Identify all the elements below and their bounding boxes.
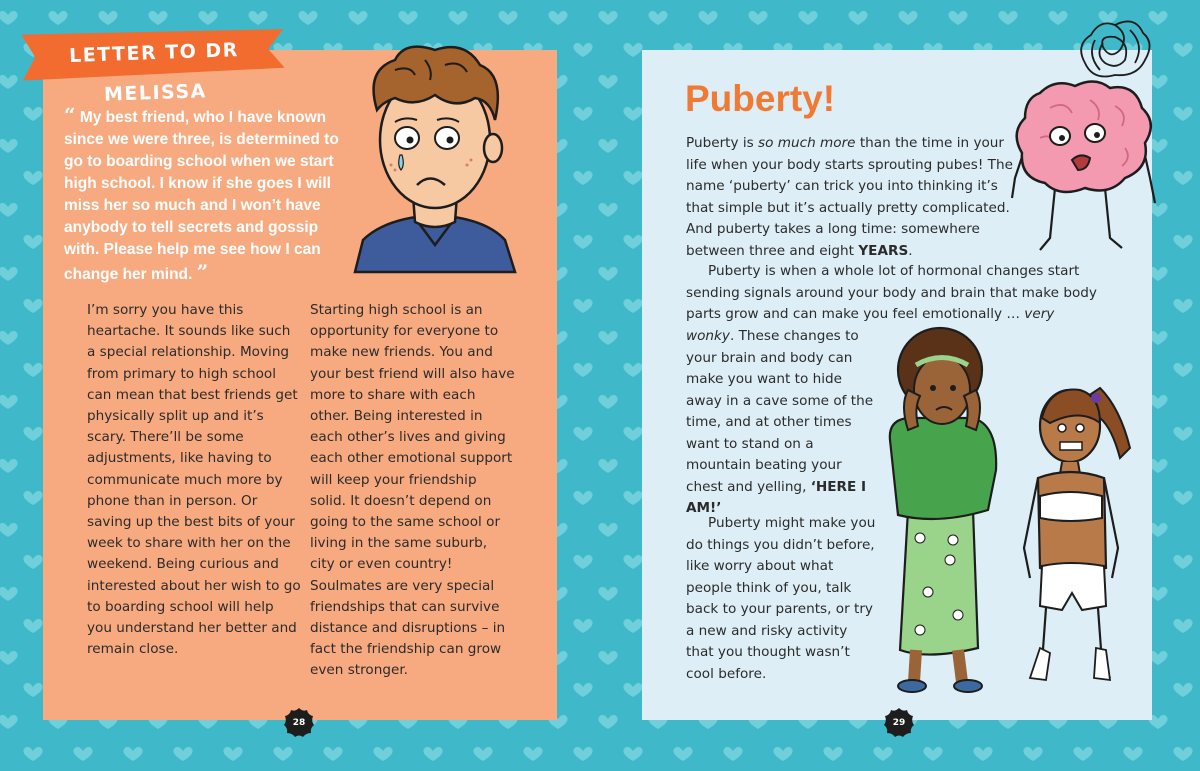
p2-text-b: . These changes to your brain and body can make you want to hide away in a cave some of the time, and at other times want to stand on a mountain beating your chest and yelling, — [686, 328, 874, 495]
heart-icon — [598, 459, 617, 473]
heart-icon — [573, 235, 592, 249]
heart-icon — [573, 555, 592, 569]
heart-icon — [923, 747, 942, 761]
heart-icon — [798, 11, 817, 25]
heart-icon — [23, 491, 42, 505]
heart-icon — [598, 139, 617, 153]
heart-icon — [573, 619, 592, 633]
answer-column-1: I’m sorry you have this heartache. It sounds like such a special relationship. Moving from primary to high school can mean that best friends get physically split up and it’s scary. There’ll be some adjustments, like having to communicate much more by phone than in person. Or saving up the best bits of your week to share with her on the weekend. Being curious and interested about her wish to go to boarding school will help you understand her better and remain close. — [87, 302, 301, 658]
p1-text-c: . — [908, 242, 913, 259]
heart-icon — [623, 555, 642, 569]
heart-icon — [1173, 235, 1192, 249]
heart-icon — [598, 395, 617, 409]
page-number-left: 28 — [292, 718, 306, 728]
paragraph-3: Puberty might make you do things you didn’t before, like worry about what people think of you, talk back to your parents, or try a new and risky activity that you thought wasn’t cool before. — [686, 515, 876, 682]
heart-icon — [573, 299, 592, 313]
heart-icon — [23, 747, 42, 761]
heart-icon — [148, 11, 167, 25]
heart-icon — [0, 139, 18, 153]
heart-icon — [623, 747, 642, 761]
p1-text-a: Puberty is — [686, 135, 759, 151]
heart-icon — [873, 747, 892, 761]
heart-icon — [623, 619, 642, 633]
heart-icon — [773, 747, 792, 761]
heart-icon — [1173, 363, 1192, 377]
page-number-right: 29 — [892, 718, 906, 728]
girl-in-underwear-illustration — [1020, 378, 1140, 690]
heart-icon — [573, 747, 592, 761]
heart-icon — [448, 11, 467, 25]
heart-icon — [623, 491, 642, 505]
heart-icon — [0, 587, 18, 601]
letter-quote — [64, 104, 354, 286]
heart-icon — [198, 11, 217, 25]
heart-icon — [0, 267, 18, 281]
heart-icon — [123, 747, 142, 761]
heart-icon — [848, 11, 867, 25]
paragraph-1 — [686, 133, 1026, 262]
heart-icon — [23, 619, 42, 633]
heart-icon — [173, 747, 192, 761]
heart-icon — [23, 683, 42, 697]
heart-icon — [1173, 427, 1192, 441]
heart-icon — [698, 11, 717, 25]
heart-icon — [273, 747, 292, 761]
heart-icon — [23, 235, 42, 249]
heart-icon — [723, 747, 742, 761]
heart-icon — [573, 363, 592, 377]
close-quote-icon: ” — [196, 260, 209, 284]
p1-text-b: than the time in your life when your body starts sprouting pubes! The name ‘puberty’ can trick you into thinking it’s that simple but it’s actually pretty complicated. And puberty takes a long time: somewhere between three and eight — [686, 135, 1013, 259]
heart-icon — [648, 11, 667, 25]
heart-icon — [598, 75, 617, 89]
p1-strong: YEARS — [858, 242, 909, 259]
heart-icon — [1173, 747, 1192, 761]
heart-icon — [573, 683, 592, 697]
heart-icon — [598, 203, 617, 217]
heart-icon — [523, 747, 542, 761]
heart-icon — [673, 747, 692, 761]
heart-icon — [248, 11, 267, 25]
heart-icon — [48, 11, 67, 25]
heart-icon — [1073, 747, 1092, 761]
heart-icon — [23, 555, 42, 569]
page-title: Puberty! — [685, 78, 836, 119]
heart-icon — [323, 747, 342, 761]
heart-icon — [348, 11, 367, 25]
heart-icon — [23, 299, 42, 313]
scribble-cloud-icon — [1075, 15, 1155, 87]
heart-icon — [598, 715, 617, 729]
heart-icon — [0, 651, 18, 665]
heart-icon — [1023, 747, 1042, 761]
p2-emphasis-2: wonky — [686, 328, 730, 344]
heart-icon — [623, 107, 642, 121]
heart-icon — [623, 235, 642, 249]
heart-icon — [498, 11, 517, 25]
heart-icon — [423, 747, 442, 761]
heart-icon — [1173, 619, 1192, 633]
heart-icon — [0, 203, 18, 217]
heart-icon — [23, 171, 42, 185]
heart-icon — [598, 587, 617, 601]
heart-icon — [898, 11, 917, 25]
heart-icon — [23, 363, 42, 377]
heart-icon — [1173, 491, 1192, 505]
heart-icon — [573, 171, 592, 185]
heart-icon — [398, 11, 417, 25]
heart-icon — [1173, 683, 1192, 697]
heart-icon — [23, 107, 42, 121]
heart-icon — [573, 491, 592, 505]
heart-icon — [598, 651, 617, 665]
open-quote-icon: “ — [64, 103, 76, 127]
heart-icon — [948, 11, 967, 25]
heart-icon — [1173, 107, 1192, 121]
heart-icon — [0, 11, 18, 25]
heart-icon — [973, 747, 992, 761]
worried-brain-illustration — [1010, 78, 1160, 256]
sad-boy-illustration — [355, 40, 515, 272]
heart-icon — [548, 11, 567, 25]
heart-icon — [73, 747, 92, 761]
heart-icon — [623, 171, 642, 185]
heart-icon — [598, 267, 617, 281]
p2-strong: ‘HERE I AM!’ — [686, 478, 867, 516]
heart-icon — [0, 715, 18, 729]
heart-icon — [623, 299, 642, 313]
heart-icon — [1173, 555, 1192, 569]
heart-icon — [573, 427, 592, 441]
heart-icon — [1173, 171, 1192, 185]
heart-icon — [598, 331, 617, 345]
heart-icon — [623, 43, 642, 57]
girl-hands-on-cheeks-illustration — [878, 330, 1006, 700]
heart-icon — [623, 363, 642, 377]
heart-icon — [1048, 11, 1067, 25]
heart-icon — [598, 11, 617, 25]
answer-column-2: Starting high school is an opportunity for everyone to make new friends. You and your best friend will also have more to share with each other. Being interested in each other’s lives and giving each other emotional support will keep your friendship solid. It doesn’t depend on going to the same school or living in the same suburb, city or even country! Soulmates are very special friendships that can survive distance and disruptions – in fact the friendship can grow even stronger. — [310, 302, 515, 679]
heart-icon — [823, 747, 842, 761]
heart-icon — [1123, 747, 1142, 761]
heart-icon — [1173, 299, 1192, 313]
heart-icon — [223, 747, 242, 761]
heart-icon — [473, 747, 492, 761]
heart-icon — [98, 11, 117, 25]
heart-icon — [748, 11, 767, 25]
paragraph-2-wide — [686, 261, 1106, 326]
heart-icon — [23, 427, 42, 441]
p1-emphasis: so much more — [758, 135, 856, 151]
heart-icon — [998, 11, 1017, 25]
p2-text-a: Puberty is when a whole lot of hormonal changes start sending signals around your body and brain that make body parts grow and can make you feel emotionally … — [686, 263, 1097, 322]
paragraph-2-narrow — [686, 326, 881, 520]
heart-icon — [573, 107, 592, 121]
heart-icon — [573, 43, 592, 57]
heart-icon — [0, 331, 18, 345]
heart-icon — [0, 523, 18, 537]
heart-icon — [0, 75, 18, 89]
quote-text: My best friend, who I have known since we were three, is determined to go to boarding school when we start high school. I know if she goes I will miss her so much and I won’t have anybody to tell secrets and gossip with. Please help me see how I can change her mind. — [64, 109, 339, 283]
heart-icon — [0, 459, 18, 473]
heart-icon — [298, 11, 317, 25]
banner-title: LETTER TO DR MELISSA — [68, 39, 240, 106]
heart-icon — [623, 427, 642, 441]
heart-icon — [1173, 43, 1192, 57]
heart-icon — [0, 395, 18, 409]
heart-icon — [623, 683, 642, 697]
heart-icon — [373, 747, 392, 761]
p2-emphasis-1: very — [1024, 306, 1055, 322]
heart-icon — [598, 523, 617, 537]
